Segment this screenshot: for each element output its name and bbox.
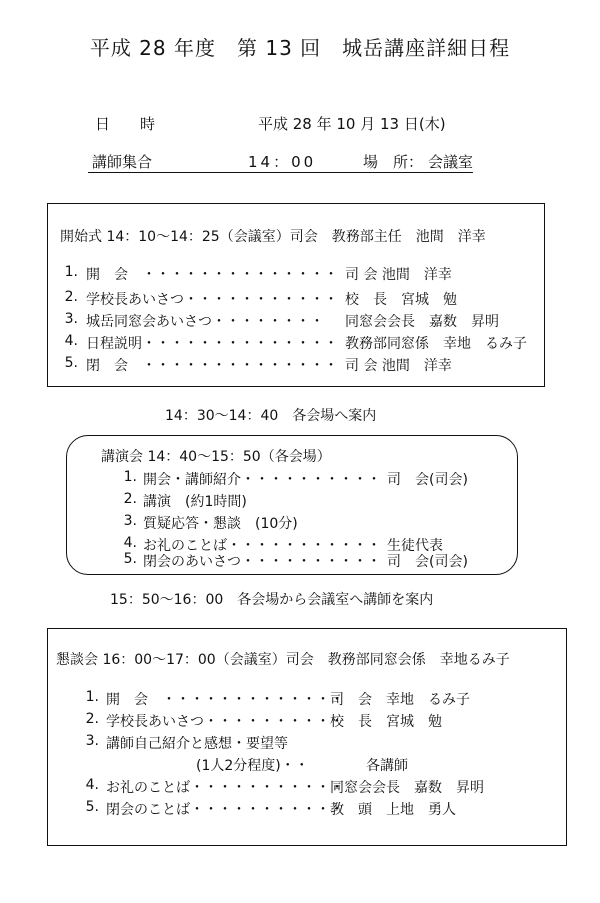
lecture-box (66, 435, 518, 575)
assembly-time: 14：00 (248, 153, 317, 171)
list-item: 4. お礼のことば・・・・・・・・・・・ 同窓会会長 嘉数 昇明 (85, 777, 484, 796)
list-item: 2. 学校長あいさつ・・・・・・・・・・・ 校 長 宮城 勉 (64, 289, 457, 308)
list-item: 5. 閉会のあいさつ・・・・・・・・・・ 司 会(司会) (123, 551, 468, 570)
list-item: 1. 開 会 ・・・・・・・・・・・・・・ 司 会 池間 洋幸 (64, 264, 452, 283)
lecture-header: 講演会 14：40～15：50（各会場） (101, 449, 331, 465)
opening-ceremony-box (47, 203, 545, 387)
list-item: 1. 開 会 ・・・・・・・・・・・・・ 司 会 幸地 るみ子 (85, 689, 470, 708)
discussion-header: 懇談会 16：00～17：00（会議室）司会 教務部同窓会係 幸地るみ子 (56, 652, 510, 668)
list-item: 3. 質疑応答・懇談 (10分) (123, 513, 298, 532)
opening-header: 開始式 14：10～14：25（会議室）司会 教務部主任 池間 洋幸 (60, 229, 486, 245)
list-item: 4. 日程説明・・・・・・・・・・・・・・ 教務部同窓係 幸地 るみ子 (64, 333, 527, 352)
place-label: 場 所： (363, 153, 424, 171)
transfer-note-1: 14：30～14：40 各会場へ案内 (165, 408, 377, 424)
date-label: 日 時 (95, 115, 156, 133)
page-title: 平成 28 年度 第 13 回 城岳講座詳細日程 (89, 36, 511, 60)
list-item: (1人2分程度)・・ 各講師 (196, 758, 408, 774)
list-item: 5. 閉会のことば・・・・・・・・・・・ 教 頭 上地 勇人 (85, 799, 456, 818)
place-value: 会議室 (428, 153, 474, 171)
list-item: 5. 閉 会 ・・・・・・・・・・・・・・ 司 会 池間 洋幸 (64, 355, 452, 374)
list-item: 1. 開会・講師紹介・・・・・・・・・・ 司 会(司会) (123, 469, 468, 488)
date-value: 平成 28 年 10 月 13 日(木) (258, 115, 446, 133)
list-item: 3. 城岳同窓会あいさつ・・・・・・・・ 同窓会会長 嘉数 昇明 (64, 311, 499, 330)
assembly-label: 講師集合 (92, 153, 153, 171)
discussion-box (47, 628, 567, 846)
list-item: 4. お礼のことば・・・・・・・・・・・ 生徒代表 (123, 535, 443, 554)
list-item: 2. 講演 (約1時間) (123, 491, 247, 510)
list-item: 2. 学校長あいさつ・・・・・・・・・・ 校 長 宮城 勉 (85, 711, 442, 730)
assembly-line (88, 151, 473, 173)
list-item: 3. 講師自己紹介と感想・要望等 (85, 733, 288, 752)
transfer-note-2: 15：50～16：00 各会場から会議室へ講師を案内 (110, 592, 434, 608)
